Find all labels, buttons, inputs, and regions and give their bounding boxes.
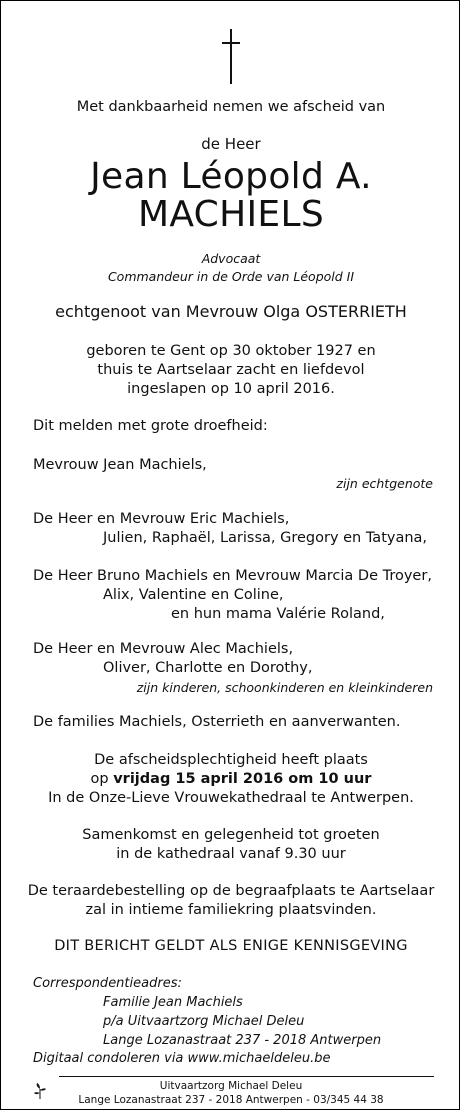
announce-text: Dit melden met grote droefheid: [33,418,268,434]
correspondence-street: Lange Lozanastraat 237 - 2018 Antwerpen [103,1033,382,1048]
ceremony-line-1: De afscheidsplechtigheid heeft plaats [94,752,368,768]
family-group-1-line-2: Julien, Raphaël, Larissa, Gregory en Tatyana, [103,530,428,546]
family-group-2-line-1: De Heer Bruno Machiels en Mevrouw Marcia De Troyer, [33,568,432,584]
family-group-3-role: zijn kinderen, schoonkinderen en kleinkinderen [136,680,433,695]
family-group-1-line-1: De Heer en Mevrouw Eric Machiels, [33,511,290,527]
family-group-2-line-3: en hun mama Valérie Roland, [171,606,385,622]
title-commandeur: Commandeur in de Orde van Léopold II [107,269,355,284]
family-group-3-line-1: De Heer en Mevrouw Alec Machiels, [33,641,294,657]
family-group-3-line-2: Oliver, Charlotte en Dorothy, [103,660,313,676]
cross-icon [230,29,232,84]
spouse-line: echtgenoot van Mevrouw Olga OSTERRIETH [55,302,407,321]
birth-death-line-3: ingeslapen op 10 april 2016. [127,381,335,397]
online-condolences: Digitaal condoleren via www.michaeldeleu.be [33,1051,331,1066]
family-group-2-line-2: Alix, Valentine en Coline, [103,587,284,603]
title-advocaat: Advocaat [201,251,261,266]
correspondence-name: Familie Jean Machiels [103,995,243,1010]
footer-company: Uitvaartzorg Michael Deleu [159,1080,303,1092]
birth-death-line-2: thuis te Aartselaar zacht en liefdevol [97,362,365,378]
deceased-surname: MACHIELS [138,194,324,235]
footer-address: Lange Lozanastraat 237 - 2018 Antwerpen - 03/345 44 38 [78,1094,384,1106]
cross-icon-bar [222,42,240,44]
deceased-first-names: Jean Léopold A. [90,156,372,197]
correspondence-label: Correspondentieadres: [33,976,182,991]
families-line: De families Machiels, Osterrieth en aanverwanten. [33,714,401,730]
correspondence-care-of: p/a Uitvaartzorg Michael Deleu [103,1014,305,1029]
ceremony-line-6: De teraardebestelling op de begraafplaats te Aartselaar [27,883,435,899]
intro-text: Met dankbaarheid nemen we afscheid van [76,99,386,115]
ceremony-line-2: op vrijdag 15 april 2016 om 10 uur [90,771,372,787]
notice-line: DIT BERICHT GELDT ALS ENIGE KENNISGEVING [54,938,408,954]
honorific: de Heer [201,135,261,153]
footer-divider [59,1076,434,1077]
ceremony-line-5: in de kathedraal vanaf 9.30 uur [116,846,346,862]
ceremony-line-3: In de Onze-Lieve Vrouwekathedraal te Antwerpen. [48,790,414,806]
ceremony-date: vrijdag 15 april 2016 om 10 uur [113,771,372,787]
ceremony-line-7: zal in intieme familiekring plaatsvinden. [85,902,377,918]
birth-death-line-1: geboren te Gent op 30 oktober 1927 en [86,343,376,359]
wife-role: zijn echtgenote [336,476,433,491]
wife-line: Mevrouw Jean Machiels, [33,457,207,473]
ceremony-line-4: Samenkomst en gelegenheid tot groeten [82,827,380,843]
